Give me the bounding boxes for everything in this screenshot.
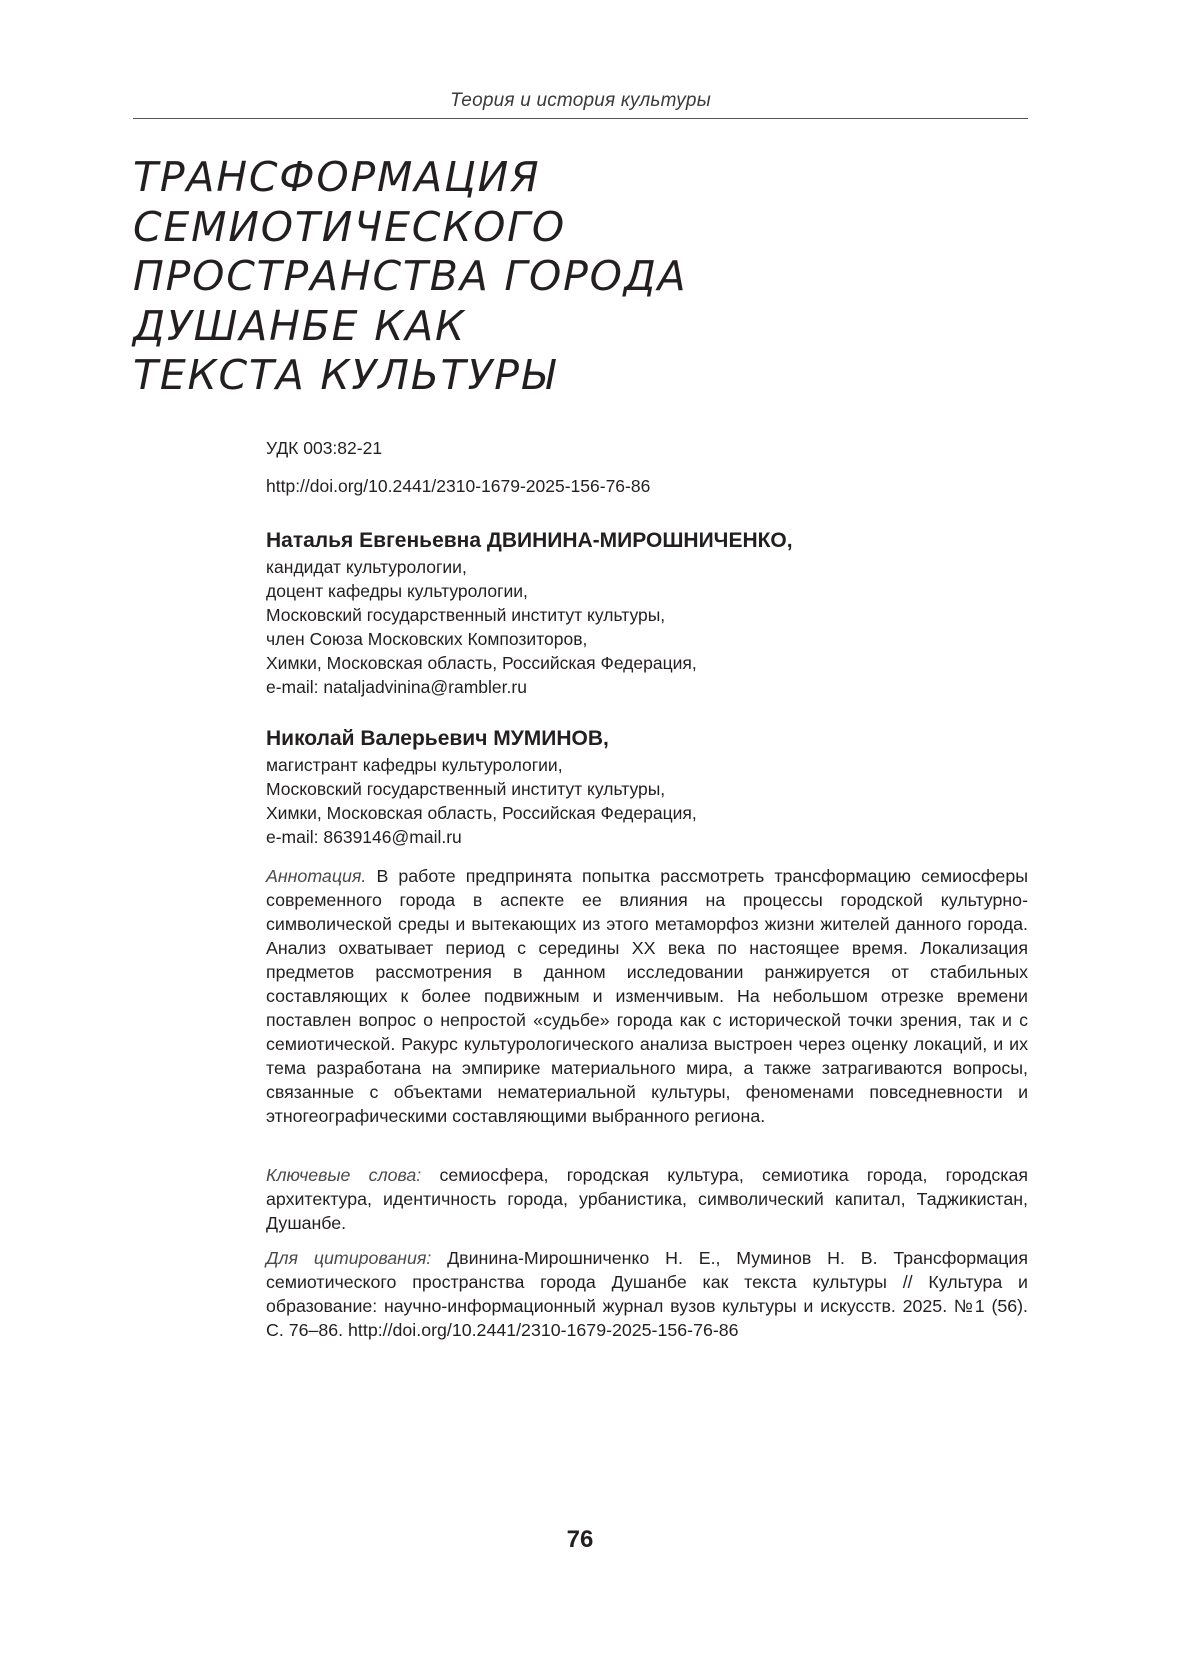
title-line: ДУШАНБЕ КАК: [133, 301, 466, 350]
header-rule: [133, 118, 1028, 119]
running-header: Теория и история культуры: [450, 90, 711, 111]
author-affiliation-line: доцент кафедры культурологии,: [266, 581, 528, 601]
title-line: ТЕКСТА КУЛЬТУРЫ: [133, 351, 557, 399]
author-email[interactable]: e-mail: 8639146@mail.ru: [266, 827, 462, 847]
author-email[interactable]: e-mail: nataljadvinina@rambler.ru: [266, 677, 527, 697]
author-affiliation-line: кандидат культурологии,: [266, 557, 467, 577]
title-line: ПРОСТРАНСТВА ГОРОДА: [133, 252, 688, 300]
citation-text: Двинина-Мирошниченко Н. Е., Муминов Н. В. Трансформация семиотического пространства города Душанбе как текста культуры // Культура и образование: научно-информационный журнал вузов культуры и искусств. 2025. №1 (56). С. 76–86. http://doi.org/10.2441/2310-1679-2025-156-76-86: [266, 1248, 1028, 1340]
keywords: [266, 1163, 1028, 1235]
abstract-text: В работе предпринята попытка рассмотреть трансформацию семиосферы современного города в аспекте ее влияния на процессы городской культурно-символической среды и вытекающих из этого метаморфоз жизни жителей данного города. Анализ охватывает период с середины XX века по настоящее время. Локализация предметов рассмотрения в данном исследовании ранжируется от стабильных составляющих к более подвижным и изменчивым. На небольшом отрезке времени поставлен вопрос о непростой «судьбе» города как с исторической точки зрения, так и с семиотической. Ракурс культурологического анализа выстроен через оценку локаций, и их тема разработана на эмпирике материального мира, а также затрагиваются вопросы, связанные с объектами нематериальной культуры, феноменами повседневности и этногеографическими составляющими выбранного региона.: [266, 866, 1028, 1126]
author-name: Наталья Евгеньевна ДВИНИНА-МИРОШНИЧЕНКО,: [266, 529, 793, 552]
author-name: Николай Валерьевич МУМИНОВ,: [266, 727, 609, 750]
page-number: 76: [566, 1526, 594, 1553]
abstract-label: Аннотация.: [266, 866, 367, 886]
udk-code: УДК 003:82-21: [266, 438, 383, 458]
author-affiliation-line: Московский государственный институт культуры,: [266, 605, 666, 625]
author-affiliation-line: Химки, Московская область, Российская Федерация,: [266, 653, 697, 673]
title-line: ТРАНСФОРМАЦИЯ: [133, 153, 541, 201]
author-affiliation-line: член Союза Московских Композиторов,: [266, 629, 588, 649]
author-affiliation-line: Московский государственный институт культуры,: [266, 779, 666, 799]
citation: [266, 1246, 1028, 1342]
abstract: [266, 864, 1028, 1128]
doi-link[interactable]: http://doi.org/10.2441/2310-1679-2025-156-76-86: [266, 476, 651, 496]
article-title: [133, 153, 1013, 401]
title-line: СЕМИОТИЧЕСКОГО: [133, 202, 566, 251]
author-block: [266, 726, 1028, 849]
author-affiliation-line: магистрант кафедры культурологии,: [266, 755, 563, 775]
citation-label: Для цитирования:: [266, 1248, 432, 1268]
keywords-text: семиосфера, городская культура, семиотика города, городская архитектура, идентичность города, урбанистика, символический капитал, Таджикистан, Душанбе.: [266, 1165, 1028, 1233]
author-block: [266, 528, 1028, 699]
keywords-label: Ключевые слова:: [266, 1165, 422, 1185]
author-affiliation-line: Химки, Московская область, Российская Федерация,: [266, 803, 697, 823]
